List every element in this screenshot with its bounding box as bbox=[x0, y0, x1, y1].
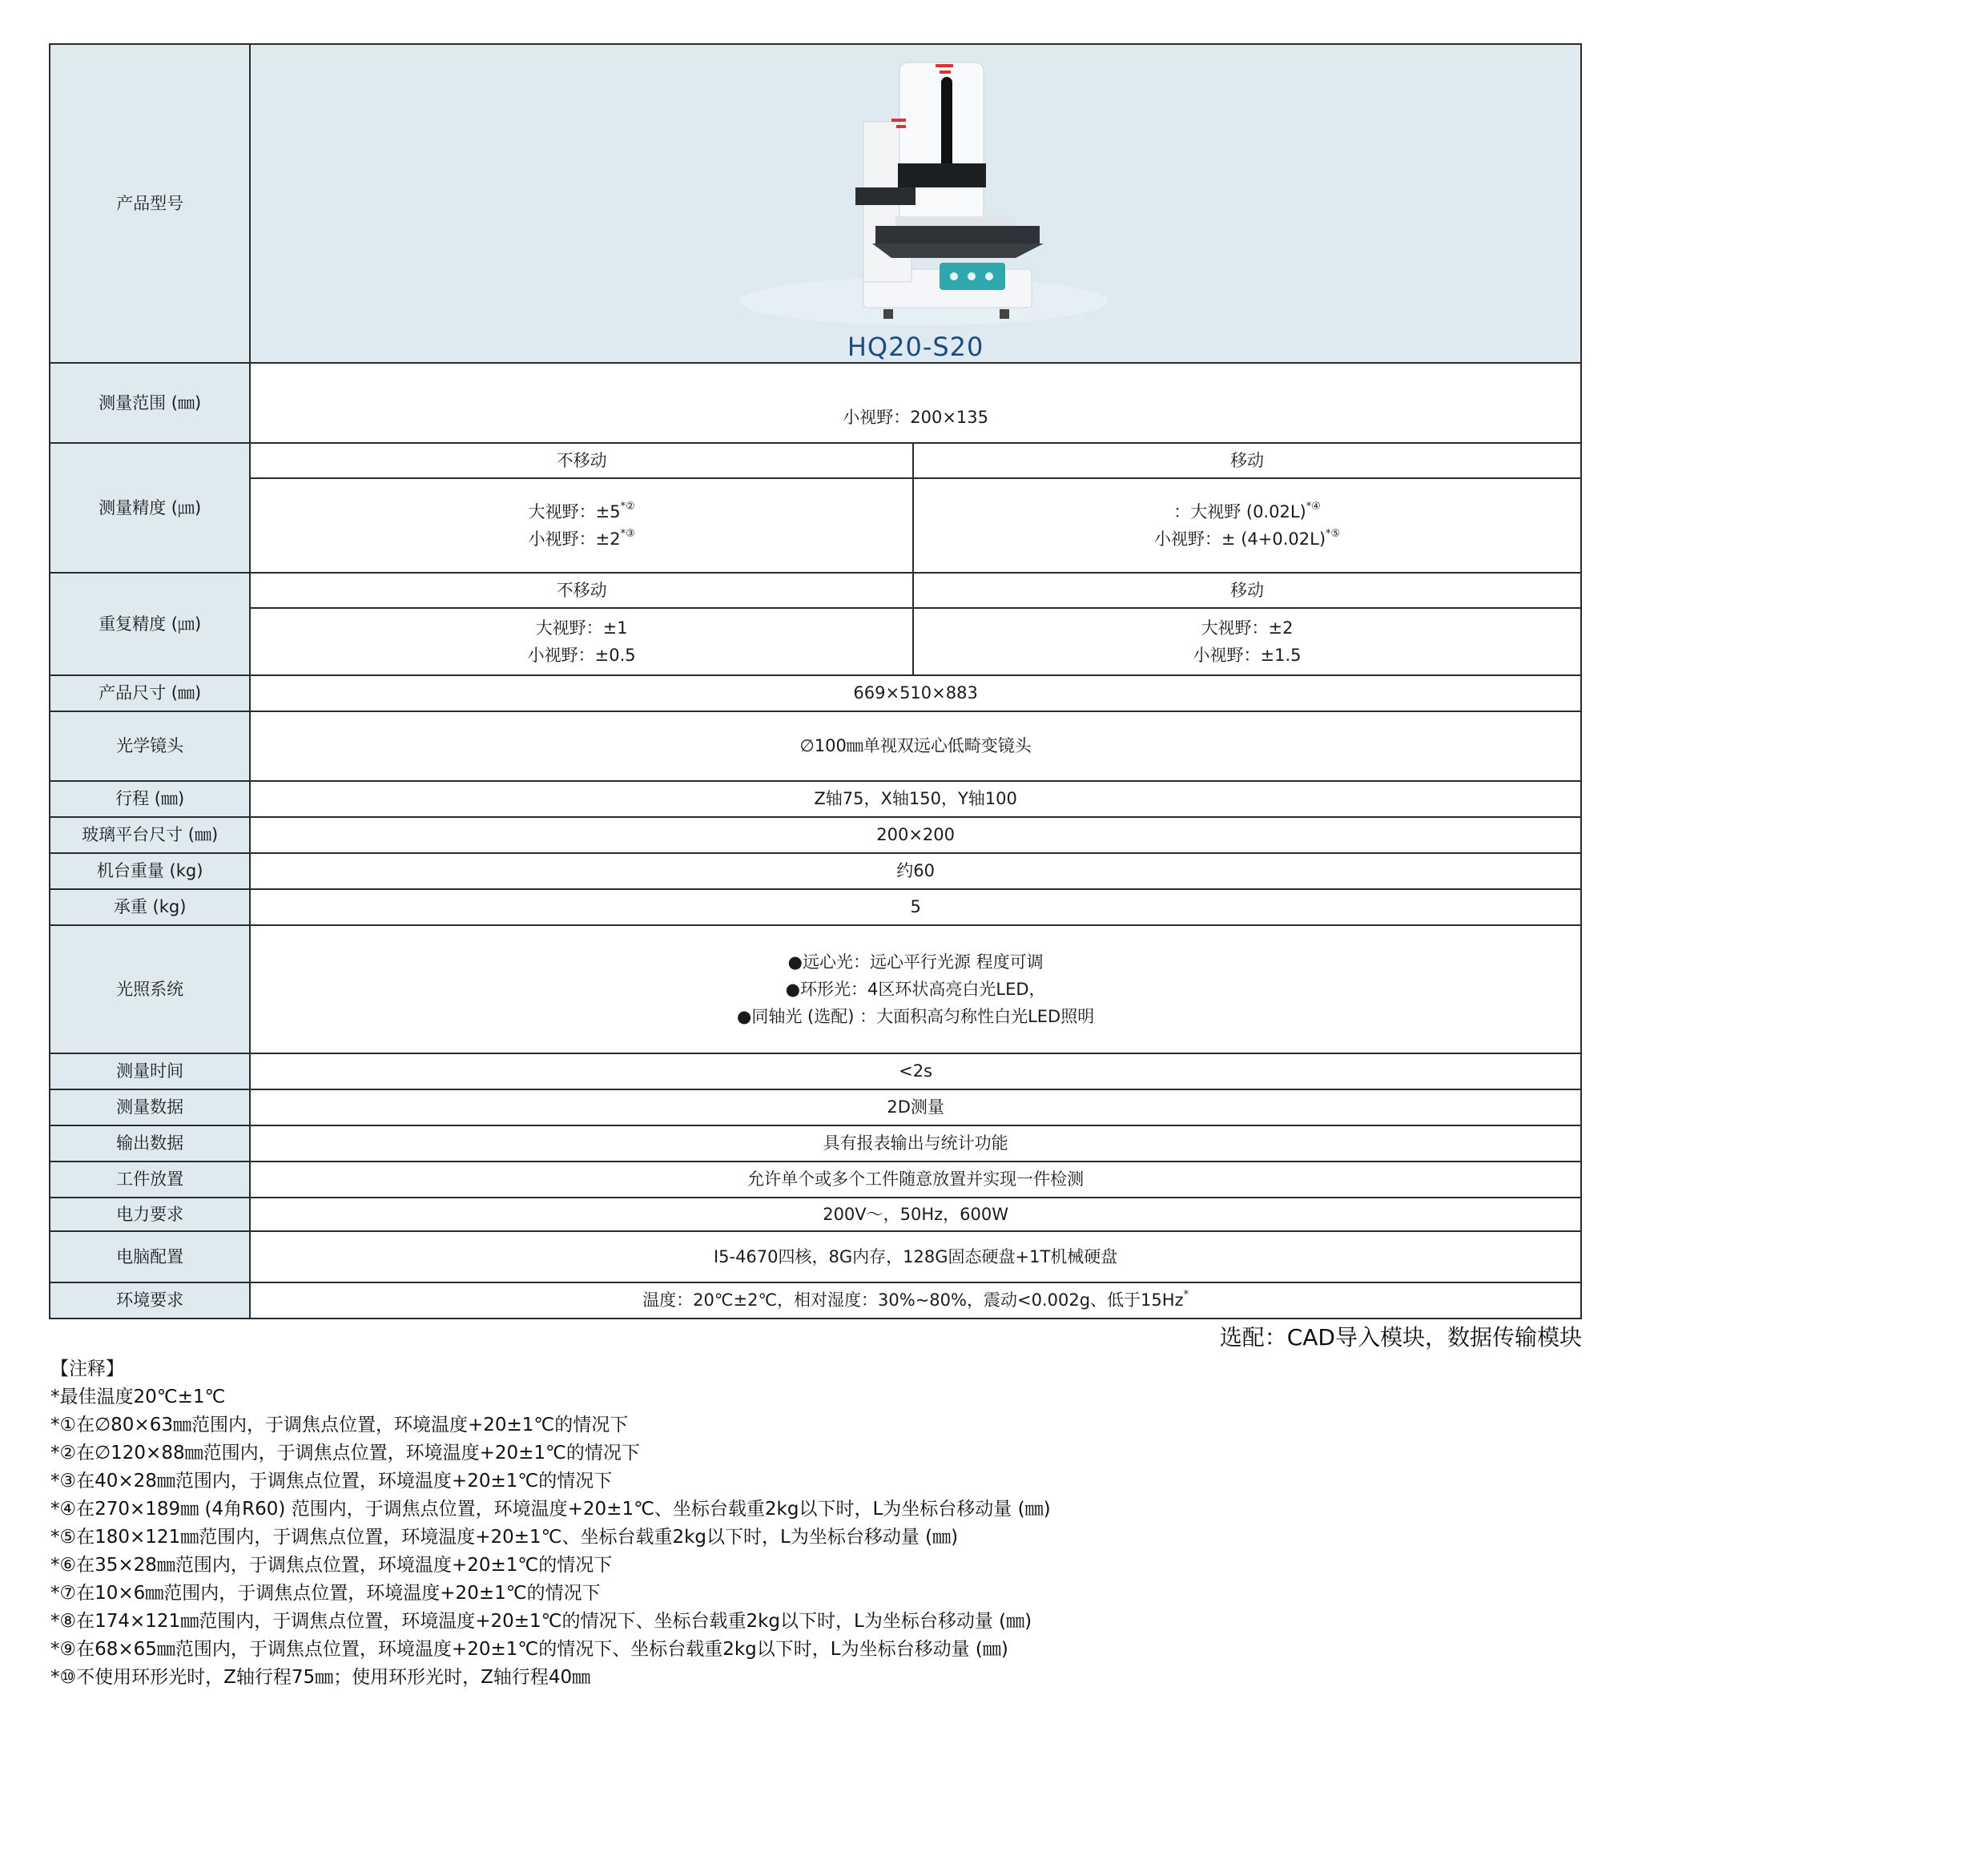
accuracy-moving-small-note: *⑤ bbox=[1326, 528, 1341, 540]
env-note: * bbox=[1183, 1289, 1189, 1301]
repeat-fixed-values bbox=[250, 608, 913, 675]
measure-range-label: 测量范围 (㎜) bbox=[50, 363, 250, 443]
measure-range-text: 小视野：200×135 bbox=[843, 408, 988, 427]
size-label: 产品尺寸 (㎜) bbox=[50, 675, 250, 711]
glass-value: 200×200 bbox=[250, 817, 1581, 853]
light-values bbox=[250, 925, 1581, 1053]
repeat-moving-small: 小视野：±1.5 bbox=[1193, 646, 1302, 665]
accuracy-moving-small bbox=[914, 525, 1580, 553]
accuracy-head-moving: 移动 bbox=[913, 443, 1581, 478]
repeat-moving-values bbox=[913, 608, 1581, 675]
accuracy-fixed-small bbox=[251, 525, 912, 553]
data-value: 2D测量 bbox=[250, 1089, 1581, 1125]
output-value: 具有报表输出与统计功能 bbox=[250, 1125, 1581, 1162]
env-text: 温度：20℃±2℃，相对湿度：30%~80%，震动<0.002g、低于15Hz bbox=[642, 1290, 1184, 1310]
weight-label: 机台重量 (kg) bbox=[50, 853, 250, 889]
accuracy-moving-large-text: ：大视野 (0.02L) bbox=[1173, 502, 1306, 521]
weight-value: 约60 bbox=[250, 853, 1581, 889]
accuracy-moving-values bbox=[913, 478, 1581, 573]
accuracy-head-fixed: 不移动 bbox=[250, 443, 913, 478]
time-label: 测量时间 bbox=[50, 1053, 250, 1089]
time-value: <2s bbox=[250, 1053, 1581, 1089]
light-label: 光照系统 bbox=[50, 925, 250, 1053]
repeat-head-fixed: 不移动 bbox=[250, 573, 913, 608]
spec-table bbox=[49, 43, 1582, 1319]
glass-label: 玻璃平台尺寸 (㎜) bbox=[50, 817, 250, 853]
repeat-fixed-large: 大视野：±1 bbox=[535, 618, 628, 638]
placement-label: 工件放置 bbox=[50, 1162, 250, 1198]
option-line: 选配：CAD导入模块，数据传输模块 bbox=[1219, 1324, 1582, 1351]
placement-value: 允许单个或多个工件随意放置并实现一件检测 bbox=[250, 1162, 1581, 1198]
note-item: *③在40×28㎜范围内，于调焦点位置，环境温度+20±1℃的情况下 bbox=[50, 1471, 613, 1492]
note-item: *④在270×189㎜ (4角R60) 范围内，于调焦点位置，环境温度+20±1℃、坐标台载重2kg以下时，L为坐标台移动量 (㎜) bbox=[50, 1499, 1051, 1520]
lens-value: ∅100㎜单视双远心低畸变镜头 bbox=[250, 711, 1581, 781]
accuracy-fixed-large-text: 大视野：±5 bbox=[528, 502, 621, 521]
pc-label: 电脑配置 bbox=[50, 1231, 250, 1282]
output-label: 输出数据 bbox=[50, 1125, 250, 1162]
notes-title: 【注释】 bbox=[50, 1359, 124, 1379]
power-label: 电力要求 bbox=[50, 1198, 250, 1231]
load-value: 5 bbox=[250, 889, 1581, 925]
load-label: 承重 (kg) bbox=[50, 889, 250, 925]
travel-value: Z轴75，X轴150，Y轴100 bbox=[250, 781, 1581, 817]
accuracy-moving-large-note: *④ bbox=[1306, 501, 1321, 513]
model-name: HQ20-S20 bbox=[847, 332, 984, 362]
repeat-head-moving: 移动 bbox=[913, 573, 1581, 608]
accuracy-moving-large bbox=[914, 498, 1580, 525]
note-item: *⑤在180×121㎜范围内，于调焦点位置，环境温度+20±1℃、坐标台载重2kg以下时，L为坐标台移动量 (㎜) bbox=[50, 1527, 959, 1548]
env-label: 环境要求 bbox=[50, 1282, 250, 1319]
data-label: 测量数据 bbox=[50, 1089, 250, 1125]
product-image-cell bbox=[250, 44, 1581, 363]
note-item: *②在∅120×88㎜范围内，于调焦点位置，环境温度+20±1℃的情况下 bbox=[50, 1443, 640, 1463]
accuracy-fixed-small-note: *③ bbox=[620, 528, 635, 540]
travel-label: 行程 (㎜) bbox=[50, 781, 250, 817]
repeat-fixed-small: 小视野：±0.5 bbox=[527, 646, 636, 665]
note-item: *⑧在174×121㎜范围内，于调焦点位置，环境温度+20±1℃的情况下、坐标台载重2kg以下时，L为坐标台移动量 (㎜) bbox=[50, 1611, 1032, 1632]
accuracy-fixed-large-note: *② bbox=[620, 501, 635, 513]
repeat-moving-large: 大视野：±2 bbox=[1201, 618, 1294, 638]
note-item: *⑦在10×6㎜范围内，于调焦点位置，环境温度+20±1℃的情况下 bbox=[50, 1583, 601, 1604]
model-label: 产品型号 bbox=[50, 44, 250, 363]
size-value: 669×510×883 bbox=[250, 675, 1581, 711]
light-line-3: ●同轴光 (选配) ：大面积高匀称性白光LED照明 bbox=[737, 1007, 1095, 1026]
lens-label: 光学镜头 bbox=[50, 711, 250, 781]
accuracy-fixed-small-text: 小视野：±2 bbox=[528, 529, 621, 549]
power-value: 200V～，50Hz，600W bbox=[250, 1198, 1581, 1231]
light-line-2: ●环形光：4区环状高亮白光LED， bbox=[785, 980, 1046, 999]
measure-range-value bbox=[250, 363, 1581, 443]
accuracy-fixed-values bbox=[250, 478, 913, 573]
repeat-label: 重复精度 (㎛) bbox=[50, 573, 250, 675]
note-item: *⑨在68×65㎜范围内，于调焦点位置，环境温度+20±1℃的情况下、坐标台载重2kg以下时，L为坐标台移动量 (㎜) bbox=[50, 1639, 1008, 1660]
accuracy-fixed-large bbox=[251, 498, 912, 525]
light-line-1: ●远心光：远心平行光源 程度可调 bbox=[787, 952, 1044, 972]
product-image bbox=[251, 45, 1580, 362]
accuracy-moving-small-text: 小视野：± (4+0.02L) bbox=[1153, 529, 1326, 549]
pc-value: I5-4670四核，8G内存，128G固态硬盘+1T机械硬盘 bbox=[250, 1231, 1581, 1282]
env-value bbox=[250, 1282, 1581, 1319]
note-item: *⑥在35×28㎜范围内，于调焦点位置，环境温度+20±1℃的情况下 bbox=[50, 1555, 613, 1576]
note-item: *①在∅80×63㎜范围内，于调焦点位置，环境温度+20±1℃的情况下 bbox=[50, 1415, 629, 1435]
note-item: *最佳温度20℃±1℃ bbox=[50, 1387, 226, 1407]
accuracy-label: 测量精度 (㎛) bbox=[50, 443, 250, 573]
note-item: *⑩不使用环形光时，Z轴行程75㎜；使用环形光时，Z轴行程40㎜ bbox=[50, 1667, 591, 1688]
notes bbox=[50, 1355, 1051, 1692]
